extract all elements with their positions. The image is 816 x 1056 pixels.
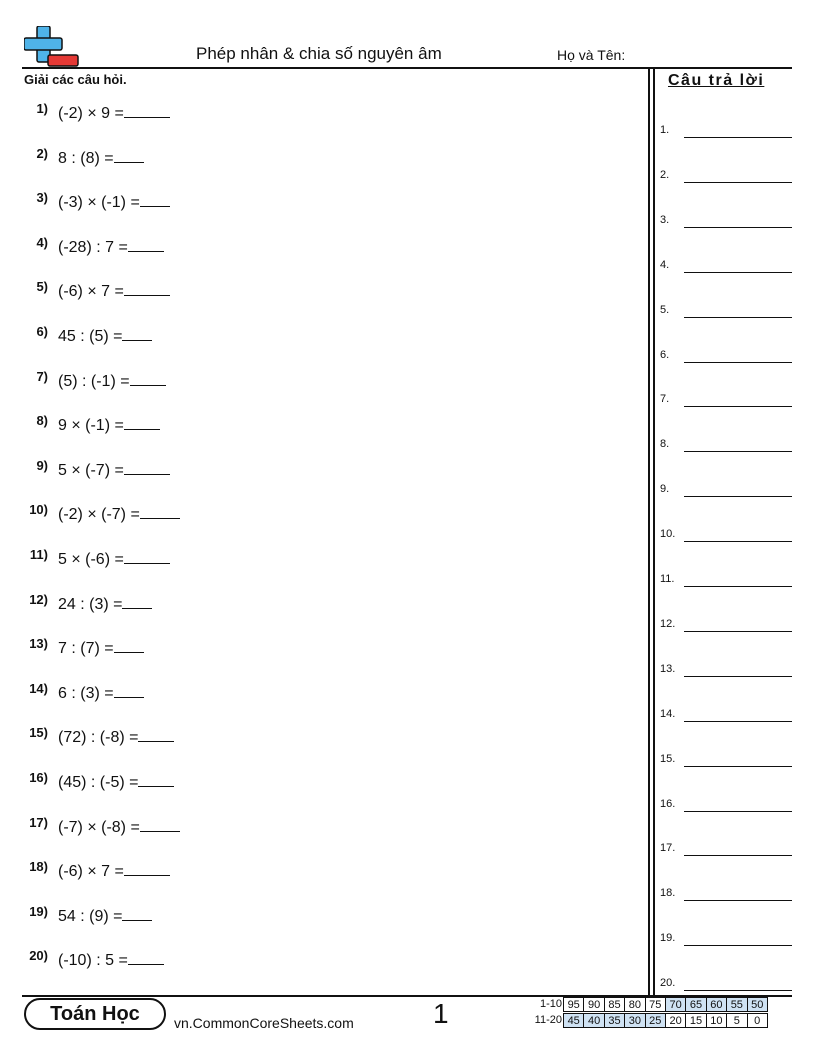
question-number: 5) xyxy=(36,279,48,295)
answer-slot xyxy=(660,349,792,369)
answer-blank[interactable] xyxy=(124,281,170,296)
score-cell: 80 xyxy=(624,997,645,1012)
answer-slot xyxy=(660,932,792,952)
answer-blank[interactable] xyxy=(124,103,170,118)
question-expression xyxy=(58,460,170,480)
answer-slot xyxy=(660,753,792,773)
answer-line[interactable] xyxy=(684,586,792,587)
question-text: (-28) : 7 = xyxy=(58,238,128,256)
question-expression xyxy=(58,950,164,970)
answer-number: 8. xyxy=(660,438,670,451)
answer-slot xyxy=(660,842,792,862)
score-cell: 30 xyxy=(624,1013,645,1028)
score-cell: 0 xyxy=(747,1013,768,1028)
answer-slot xyxy=(660,483,792,503)
answer-line[interactable] xyxy=(684,541,792,542)
answer-number: 12. xyxy=(660,617,676,630)
question-expression xyxy=(58,103,170,123)
score-cell: 85 xyxy=(604,997,625,1012)
answer-line[interactable] xyxy=(684,766,792,767)
answer-number: 20. xyxy=(660,977,676,990)
question-text: (5) : (-1) = xyxy=(58,372,130,390)
question-expression xyxy=(58,415,160,435)
question-expression xyxy=(58,772,174,792)
question-expression xyxy=(58,727,174,747)
answer-slot xyxy=(660,214,792,234)
score-cell: 75 xyxy=(645,997,666,1012)
answer-number: 3. xyxy=(660,213,670,226)
answer-slot xyxy=(660,304,792,324)
question-expression xyxy=(58,148,144,168)
answer-line[interactable] xyxy=(684,406,792,407)
question-expression xyxy=(58,504,180,524)
question-text: (72) : (-8) = xyxy=(58,729,139,747)
answer-number: 1. xyxy=(660,124,670,136)
column-divider xyxy=(653,67,655,995)
answer-slot xyxy=(660,259,792,279)
answer-line[interactable] xyxy=(684,137,792,138)
question-text: (45) : (-5) = xyxy=(58,774,139,791)
question-text: 5 × (-7) = xyxy=(58,461,124,479)
question-number: 17) xyxy=(29,814,48,830)
answer-line[interactable] xyxy=(684,272,792,273)
answer-number: 6. xyxy=(660,348,670,361)
answer-number: 19. xyxy=(660,932,676,945)
answer-number: 7. xyxy=(660,393,670,406)
answer-blank[interactable] xyxy=(122,906,152,921)
question-text: 45 : (5) = xyxy=(58,328,123,345)
question-expression xyxy=(58,326,152,346)
question-number: 6) xyxy=(36,324,48,339)
answer-blank[interactable] xyxy=(124,460,170,475)
answer-number: 14. xyxy=(660,707,676,720)
question-number: 16) xyxy=(29,770,48,785)
answer-slot xyxy=(660,708,792,728)
question-number: 20) xyxy=(29,948,48,964)
answer-blank[interactable] xyxy=(114,638,144,653)
answer-blank[interactable] xyxy=(140,192,170,207)
answer-number: 11. xyxy=(660,573,675,585)
answer-blank[interactable] xyxy=(138,772,174,787)
question-text: 6 : (3) = xyxy=(58,684,114,702)
answer-line[interactable] xyxy=(684,855,792,856)
answer-blank[interactable] xyxy=(140,817,180,832)
site-url: vn.CommonCoreSheets.com xyxy=(174,1015,354,1031)
answer-number: 16. xyxy=(660,797,676,810)
answer-slot xyxy=(660,798,792,818)
answer-slot xyxy=(660,618,792,638)
question-number: 1) xyxy=(36,101,48,116)
question-expression xyxy=(58,817,180,837)
score-cell: 10 xyxy=(706,1013,727,1028)
question-number: 11) xyxy=(29,547,48,562)
question-text: 8 : (8) = xyxy=(58,149,114,167)
answer-slot xyxy=(660,663,792,683)
question-expression xyxy=(58,237,164,257)
page-number: 1 xyxy=(433,998,449,1029)
answer-blank[interactable] xyxy=(128,237,164,252)
answer-line[interactable] xyxy=(684,496,792,497)
question-expression xyxy=(58,192,170,212)
answer-line[interactable] xyxy=(684,811,792,812)
answer-slot xyxy=(660,573,792,593)
question-text: (-2) × (-7) = xyxy=(58,506,140,524)
header-rule xyxy=(22,67,792,69)
answer-blank[interactable] xyxy=(122,326,152,341)
question-expression xyxy=(58,371,166,391)
answer-blank[interactable] xyxy=(124,415,160,430)
answer-line[interactable] xyxy=(684,990,792,991)
answer-number: 17. xyxy=(660,842,676,855)
score-cell: 95 xyxy=(563,997,584,1012)
question-text: (-3) × (-1) = xyxy=(58,194,140,212)
answer-blank[interactable] xyxy=(122,594,152,609)
answer-number: 9. xyxy=(660,483,670,496)
answer-slot xyxy=(660,438,792,458)
score-cell: 40 xyxy=(583,1013,604,1028)
score-range-label: 1-10 xyxy=(539,998,562,1010)
score-cell: 60 xyxy=(706,997,727,1012)
answer-blank[interactable] xyxy=(114,683,144,698)
answer-number: 13. xyxy=(660,662,676,675)
answer-slot xyxy=(660,169,792,189)
score-cells xyxy=(564,997,768,1012)
answer-line[interactable] xyxy=(684,721,792,722)
score-cell: 25 xyxy=(645,1013,666,1028)
score-cells xyxy=(564,1013,768,1028)
question-number: 13) xyxy=(29,636,48,652)
plus-minus-logo-icon xyxy=(24,26,80,68)
score-cell: 20 xyxy=(665,1013,686,1028)
answer-number: 4. xyxy=(660,258,670,271)
answer-line[interactable] xyxy=(684,362,792,363)
answer-line[interactable] xyxy=(684,317,792,318)
answer-line[interactable] xyxy=(684,227,792,228)
score-cell: 90 xyxy=(583,997,604,1012)
answer-line[interactable] xyxy=(684,945,792,946)
question-expression xyxy=(58,549,170,569)
answer-line[interactable] xyxy=(684,676,792,677)
answer-blank[interactable] xyxy=(130,371,166,386)
question-text: 5 × (-6) = xyxy=(58,551,124,568)
answer-line[interactable] xyxy=(684,182,792,183)
question-expression xyxy=(58,906,152,926)
question-text: (-6) × 7 = xyxy=(58,283,124,301)
answer-number: 15. xyxy=(660,752,676,765)
question-number: 19) xyxy=(29,903,48,919)
question-text: 9 × (-1) = xyxy=(58,417,124,435)
question-number: 14) xyxy=(29,680,48,696)
question-expression xyxy=(58,594,152,614)
answer-blank[interactable] xyxy=(124,549,170,564)
score-cell: 70 xyxy=(665,997,686,1012)
answer-line[interactable] xyxy=(684,631,792,632)
answer-line[interactable] xyxy=(684,900,792,901)
question-number: 8) xyxy=(36,413,48,429)
score-cell: 65 xyxy=(685,997,706,1012)
name-label: Họ và Tên: xyxy=(557,47,626,63)
score-cell: 55 xyxy=(726,997,747,1012)
score-cell: 15 xyxy=(685,1013,706,1028)
question-expression xyxy=(58,683,144,703)
answer-line[interactable] xyxy=(684,451,792,452)
question-expression xyxy=(58,281,170,301)
question-number: 4) xyxy=(36,234,48,250)
question-number: 7) xyxy=(36,368,48,384)
score-cell: 5 xyxy=(726,1013,747,1028)
worksheet-title: Phép nhân & chia số nguyên âm xyxy=(196,44,442,63)
answer-number: 5. xyxy=(660,303,670,316)
question-number: 12) xyxy=(29,591,48,607)
question-text: 7 : (7) = xyxy=(58,640,114,658)
question-text: (-6) × 7 = xyxy=(58,863,124,881)
answers-title: Câu trả lời xyxy=(668,72,765,89)
answer-slot xyxy=(660,124,792,144)
question-number: 15) xyxy=(29,725,48,741)
answer-number: 18. xyxy=(660,887,676,900)
question-number: 18) xyxy=(29,859,48,875)
question-text: 24 : (3) = xyxy=(58,595,123,613)
score-cell: 35 xyxy=(604,1013,625,1028)
score-range-label: 11-20 xyxy=(534,1014,562,1026)
instructions: Giải các câu hỏi. xyxy=(24,72,127,87)
answer-slot xyxy=(660,393,792,413)
question-text: (-2) × 9 = xyxy=(58,105,124,122)
question-number: 9) xyxy=(36,457,48,473)
answer-blank[interactable] xyxy=(114,148,144,163)
question-number: 3) xyxy=(36,190,48,206)
question-expression xyxy=(58,861,170,881)
question-number: 2) xyxy=(36,145,48,161)
score-cell: 50 xyxy=(747,997,768,1012)
question-text: 54 : (9) = xyxy=(58,907,123,925)
question-text: (-10) : 5 = xyxy=(58,952,128,970)
brand-badge: Toán Học xyxy=(24,998,166,1030)
answer-blank[interactable] xyxy=(128,950,164,965)
question-number: 10) xyxy=(29,502,48,518)
answer-number: 10. xyxy=(660,528,676,541)
answer-blank[interactable] xyxy=(124,861,170,876)
answer-blank[interactable] xyxy=(140,504,180,519)
answer-blank[interactable] xyxy=(138,727,174,742)
question-text: (-7) × (-8) = xyxy=(58,818,140,836)
answer-slot xyxy=(660,887,792,907)
answer-slot xyxy=(660,528,792,548)
column-divider xyxy=(648,67,650,995)
score-cell: 45 xyxy=(563,1013,584,1028)
question-expression xyxy=(58,638,144,658)
answer-number: 2. xyxy=(660,168,670,181)
